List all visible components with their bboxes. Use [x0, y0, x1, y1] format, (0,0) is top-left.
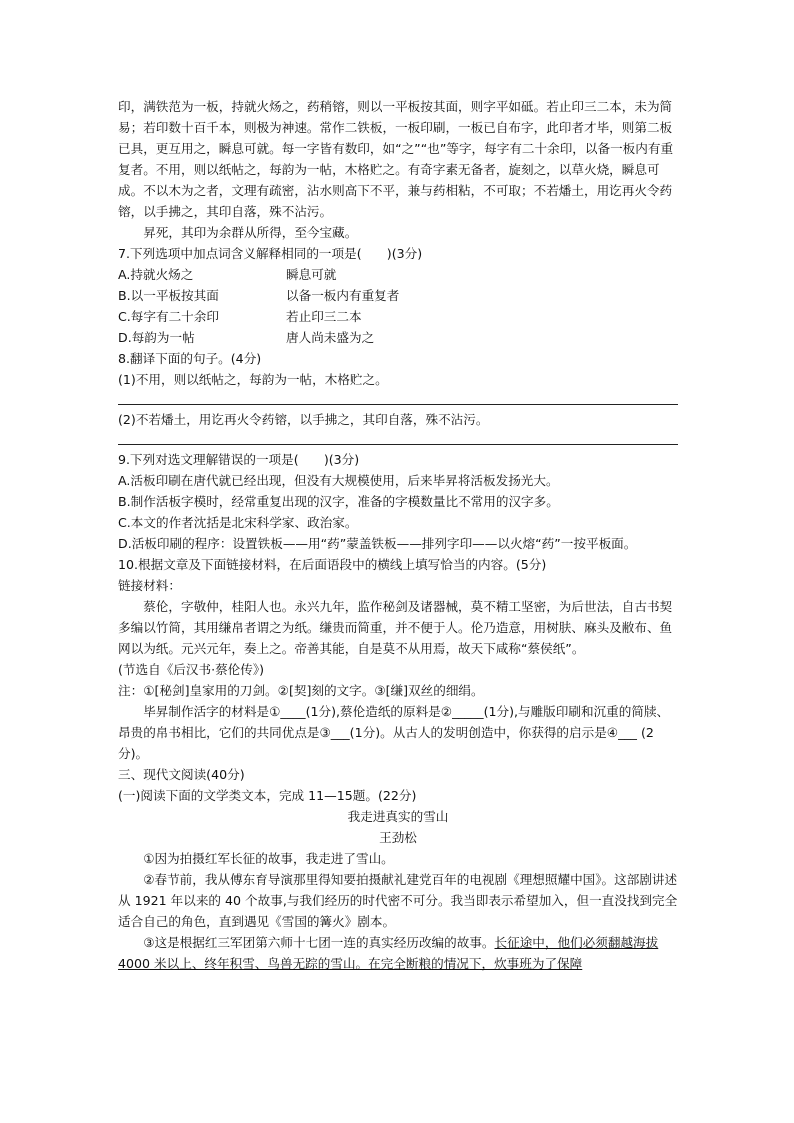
question-7-options — [118, 264, 678, 348]
article-author: 王劲松 — [379, 830, 417, 845]
material-source: (节选自《后汉书·蔡伦传》) — [118, 662, 265, 677]
article-title: 我走进真实的雪山 — [347, 809, 449, 824]
article-paragraph-2: ②春节前，我从傅东育导演那里得知要拍摄献礼建党百年的电视剧《理想照耀中国》。这部剧讲述从 1921 年以来的 40 个故事,与我们经历的时代密不可分。我当即表示希望加入，但一直没找到完全适合自己的角色，直到遇见《雪国的篝火》剧本。 — [118, 872, 678, 929]
article-paragraph-3 — [118, 932, 678, 974]
question-9-option-d: D.活板印刷的程序：设置铁板——用“药”蒙盖铁板——排列字印——以火熔“药”一按平板面。 — [118, 536, 637, 551]
document-page — [118, 96, 678, 974]
article-paragraph-1: ①因为拍摄红军长征的故事，我走进了雪山。 — [143, 851, 394, 866]
option-c-left: C.每字有二十余印 — [118, 309, 219, 324]
answer-line-2 — [118, 430, 678, 445]
link-material-label: 链接材料： — [118, 578, 181, 593]
option-d-right: 唐人尚未盛为之 — [286, 330, 375, 345]
fill-in-paragraph: 毕昇制作活字的材料是①____(1分),蔡伦造纸的原料是②_____(1分),与雕版印刷和沉重的简牍、昂贵的帛书相比，它们的共同优点是③___(1分)。从古人的发明创造中，你获得的启示是④___ (2分)。 — [118, 704, 670, 761]
question-9-option-a: A.活板印刷在唐代就已经出现，但没有大规模使用，后来毕昇将活板发扬光大。 — [118, 473, 559, 488]
option-c-right: 若止印三二本 — [286, 309, 362, 324]
link-material-text: 蔡伦，字敬仲，桂阳人也。永兴九年，监作秘剑及诸器械，莫不精工坚密，为后世法，自古书契多编以竹简，其用缣帛者谓之为纸。缣贵而简重，并不便于人。伦乃造意，用树肤、麻头及敝布、鱼网以为纸。元兴元年，奏上之。帝善其能，自是莫不从用焉，故天下咸称“蔡侯纸”。 — [118, 599, 673, 656]
section-3-subtitle: (一)阅读下面的文学类文本，完成 11—15题。(22分) — [118, 788, 417, 803]
option-b-right: 以备一板内有重复者 — [286, 288, 400, 303]
passage-paragraph-2: 昇死，其印为余群从所得，至今宝藏。 — [143, 225, 358, 240]
question-7-stem: 7.下列选项中加点词含义解释相同的一项是( )(3分) — [118, 246, 423, 261]
option-a — [118, 264, 678, 285]
option-a-right: 瞬息可就 — [286, 267, 337, 282]
question-9-stem: 9.下列对选文理解错误的一项是( )(3分) — [118, 452, 360, 467]
option-d — [118, 327, 678, 348]
question-9-option-c: C.本文的作者沈括是北宋科学家、政治家。 — [118, 515, 358, 530]
question-9-option-b: B.制作活板字模时，经常重复出现的汉字，准备的字模数量比不常用的汉字多。 — [118, 494, 559, 509]
question-8-sentence-2: (2)不若燔土，用讫再火令药镕，以手拂之，其印自落，殊不沾污。 — [118, 412, 489, 427]
option-d-left: D.每韵为一帖 — [118, 330, 195, 345]
article-paragraph-3-plain: ③这是根据红三军团第六师十七团一连的真实经历改编的故事。 — [143, 935, 495, 950]
answer-line-1 — [118, 390, 678, 405]
passage-paragraph-1: 印，满铁范为一板，持就火炀之，药稍镕，则以一平板按其面，则字平如砥。若止印三二本，未为简易；若印数十百千本，则极为神速。常作二铁板，一板印刷，一板已自布字，此印者才毕，则第二板已具，更互用之，瞬息可就。每一字皆有数印，如“之”“也”等字，每字有二十余印，以备一板内有重复者。不用，则以纸帖之，每韵为一帖，木格贮之。有奇字素无备者，旋刻之，以草火烧，瞬息可成。不以木为之者，文理有疏密，沾水则高下不平，兼与药相粘，不可取；不若燔土，用讫再火令药镕，以手拂之，其印自落，殊不沾污。 — [118, 99, 674, 219]
option-b-left: B.以一平板按其面 — [118, 288, 219, 303]
question-8-sentence-1: (1)不用，则以纸帖之，每韵为一帖，木格贮之。 — [118, 372, 388, 387]
article-paragraph-3-underlined: 长征途中，他们必须翻越海拔 4000 米以上、终年积雪、鸟兽无踪的雪山。在完全断粮的情况下，炊事班为了保障 — [118, 935, 659, 971]
section-3-title: 三、现代文阅读(40分) — [118, 767, 245, 782]
question-10-stem: 10.根据文章及下面链接材料，在后面语段中的横线上填写恰当的内容。(5分) — [118, 557, 547, 572]
question-8-stem: 8.翻译下面的句子。(4分) — [118, 351, 262, 366]
material-notes: 注：①[秘剑]皇家用的刀剑。②[契]刻的文字。③[缣]双丝的细绢。 — [118, 683, 484, 698]
option-a-left: A.持就火炀之 — [118, 267, 194, 282]
option-c — [118, 306, 678, 327]
option-b — [118, 285, 678, 306]
